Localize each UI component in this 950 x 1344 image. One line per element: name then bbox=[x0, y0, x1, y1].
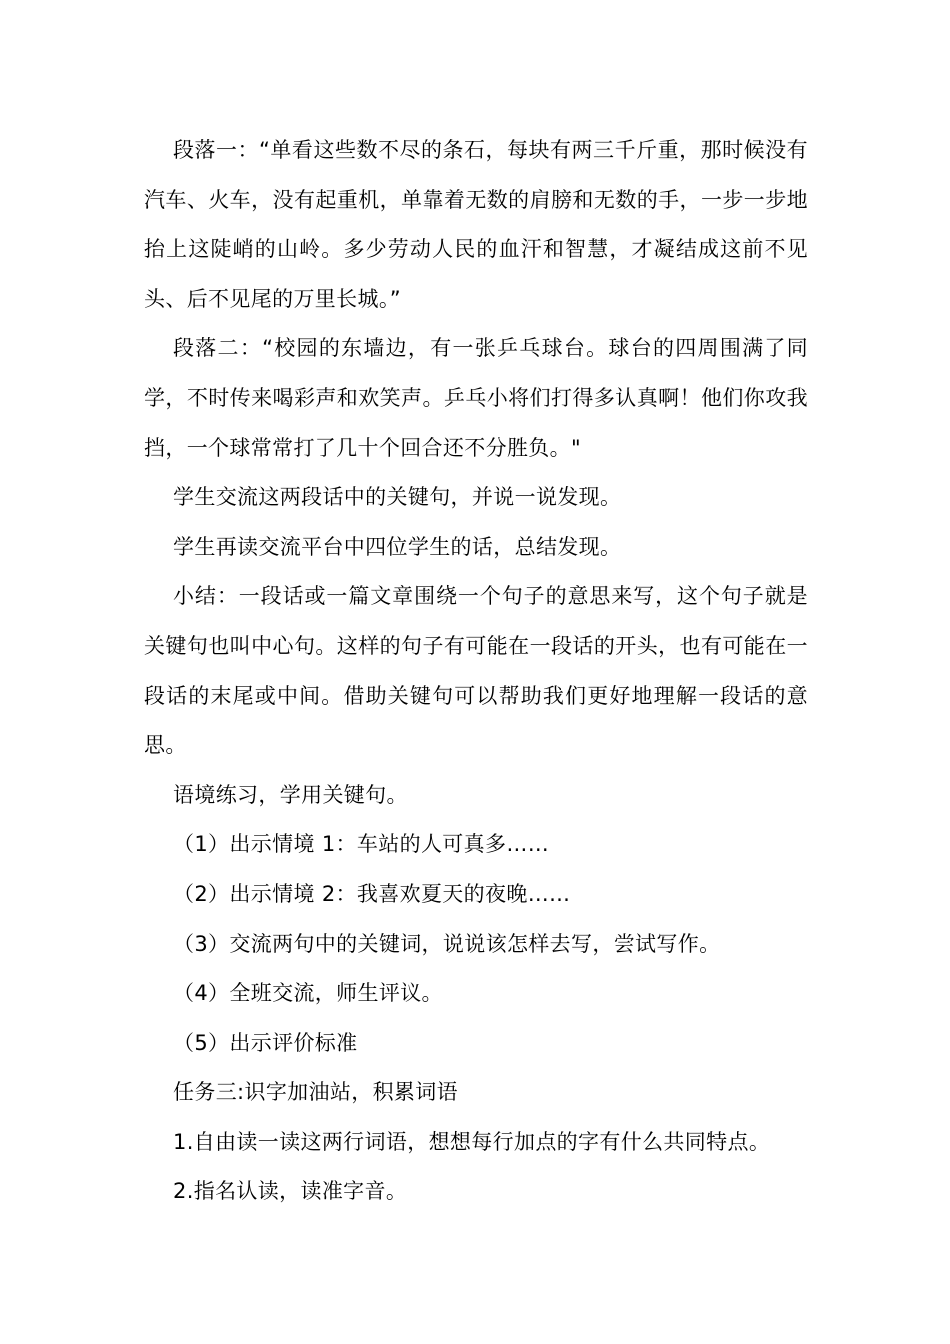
paragraph-student-exchange: 学生交流这两段话中的关键句，并说一说发现。 bbox=[173, 485, 622, 510]
step-item-3: （3）交流两句中的关键词，说说该怎样去写，尝试写作。 bbox=[173, 931, 721, 956]
paragraph-context-practice: 语境练习，学用关键句。 bbox=[173, 782, 408, 807]
task-three-heading: 任务三:识字加油站，积累词语 bbox=[173, 1080, 458, 1105]
paragraph-excerpt-two: 段落二：“校园的东墙边，有一张乒乓球台。球台的四周围满了同学，不时传来喝彩声和欢笑声。乒乓小将们打得多认真啊！他们你攻我挡，一个球常常打了几十个回合还不分胜负。" bbox=[144, 336, 808, 460]
paragraph-student-reread: 学生再读交流平台中四位学生的话，总结发现。 bbox=[173, 534, 622, 559]
paragraph-summary: 小结：一段话或一篇文章围绕一个句子的意思来写，这个句子就是关键句也叫中心句。这样的句子有可能在一段话的开头，也有可能在一段话的末尾或中间。借助关键句可以帮助我们更好地理解一段话的意思。 bbox=[144, 584, 808, 758]
step-item-4: （4）全班交流，师生评议。 bbox=[173, 981, 443, 1006]
task-item-1: 1.自由读一读这两行词语，想想每行加点的字有什么共同特点。 bbox=[173, 1129, 771, 1154]
step-item-2: （2）出示情境 2：我喜欢夏天的夜晚…… bbox=[173, 881, 571, 906]
step-item-1: （1）出示情境 1：车站的人可真多…… bbox=[173, 832, 550, 857]
document-body bbox=[144, 126, 808, 1217]
paragraph-excerpt-one: 段落一：“单看这些数不尽的条石，每块有两三千斤重，那时候没有汽车、火车，没有起重机，单靠着无数的肩膀和无数的手，一步一步地抬上这陡峭的山岭。多少劳动人民的血汗和智慧，才凝结成这前不见头、后不见尾的万里长城。” bbox=[144, 138, 808, 311]
step-item-5: （5）出示评价标准 bbox=[173, 1030, 358, 1055]
task-item-2: 2.指名认读，读准字音。 bbox=[173, 1179, 408, 1204]
